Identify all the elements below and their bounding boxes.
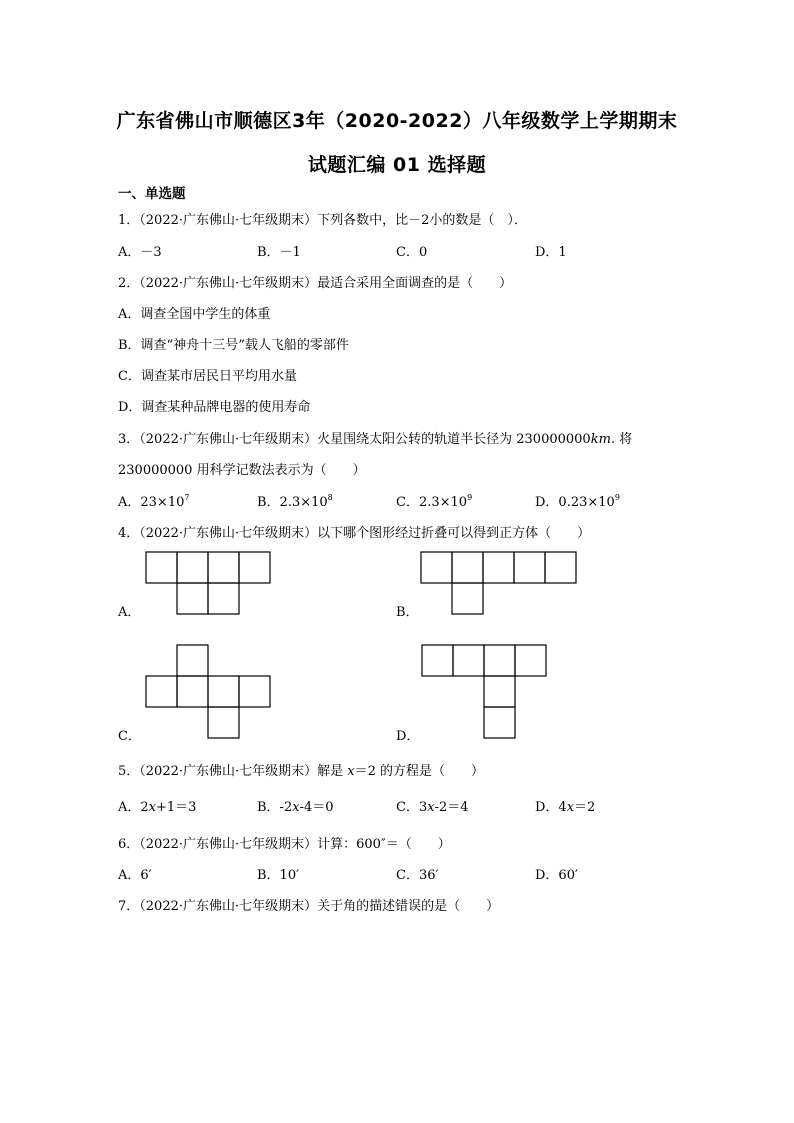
option-c-exponent: 9: [467, 493, 473, 502]
question-2-option-d: D．调查某种品牌电器的使用寿命: [118, 400, 311, 415]
option-a-base: A．23×10: [118, 495, 185, 510]
question-5-option-c: [396, 796, 469, 815]
option-a-var: x: [148, 800, 157, 815]
option-c-base: C．2.3×10: [396, 495, 468, 510]
question-3-option-d: [535, 491, 620, 510]
question-3-stem: [118, 428, 632, 447]
cube-net-c: [145, 644, 271, 739]
option-b-post: -4＝0: [299, 800, 334, 815]
question-1-option-d: D．1: [535, 245, 567, 260]
cube-net-a: [145, 551, 271, 615]
question-7-stem: 7．（2022·广东佛山·七年级期末）关于角的描述错误的是（ ）: [118, 899, 500, 914]
option-d-exponent: 9: [614, 493, 620, 502]
question-6-option-d: D．60′: [535, 868, 578, 883]
section-heading: 一、单选题: [118, 186, 186, 202]
option-a-pre: A．2: [118, 800, 149, 815]
option-c-var: x: [427, 800, 435, 815]
question-1-option-b: B．－1: [257, 245, 301, 260]
cube-net-b: [420, 551, 578, 615]
question-6-option-c: C．36′: [396, 868, 439, 883]
question-5-variable: x: [347, 764, 355, 779]
question-3-stem-tail: . 将: [610, 432, 633, 447]
question-3-option-b: [257, 491, 333, 510]
question-3-stem-line2: 230000000 用科学记数法表示为（ ）: [118, 463, 366, 478]
option-c-pre: C．3: [396, 800, 428, 815]
question-5-option-d: [535, 796, 595, 815]
question-2-stem: 2．（2022·广东佛山·七年级期末）最适合采用全面调查的是（ ）: [118, 276, 513, 291]
question-2-option-c: C．调查某市居民日平均用水量: [118, 369, 297, 384]
option-b-exponent: 8: [327, 493, 333, 502]
option-d-base: D．0.23×10: [535, 495, 615, 510]
question-6-stem: 6．（2022·广东佛山·七年级期末）计算：600″＝（ ）: [118, 837, 451, 852]
question-3-stem-text: 3．（2022·广东佛山·七年级期末）火星围绕太阳公转的轨道半长径为 230000000: [118, 432, 591, 447]
question-4-stem: 4．（2022·广东佛山·七年级期末）以下哪个图形经过折叠可以得到正方体（ ）: [118, 526, 591, 541]
option-d-var: x: [566, 800, 575, 815]
question-3-unit: km: [590, 432, 611, 447]
question-1-option-c: C．0: [396, 245, 428, 260]
option-d-pre: D．4: [535, 800, 567, 815]
cube-net-a-label: A．: [118, 605, 141, 620]
question-1-stem: 1．（2022·广东佛山·七年级期末）下列各数中，比－2小的数是（ ）．: [118, 213, 527, 228]
option-c-post: -2＝4: [434, 800, 469, 815]
question-5-stem: [118, 760, 484, 779]
document-title-line1: 广东省佛山市顺德区3年（2020-2022）八年级数学上学期期末: [116, 110, 678, 132]
cube-net-b-label: B．: [396, 605, 419, 620]
question-5-option-b: [257, 796, 334, 815]
question-3-option-c: [396, 491, 472, 510]
option-d-post: ＝2: [574, 800, 596, 815]
cube-net-d-label: D．: [396, 729, 420, 744]
question-2-option-a: A．调查全国中学生的体重: [118, 307, 271, 322]
question-5-stem-text: 5．（2022·广东佛山·七年级期末）解是: [118, 764, 348, 779]
question-6-option-b: B．10′: [257, 868, 300, 883]
question-5-stem-tail: ＝2 的方程是（ ）: [354, 764, 485, 779]
question-3-option-a: [118, 491, 189, 510]
document-title-line2: 试题汇编 01 选择题: [307, 154, 487, 176]
cube-net-d: [421, 644, 547, 739]
question-1-option-a: A．－3: [118, 245, 162, 260]
option-a-exponent: 7: [184, 493, 190, 502]
option-b-base: B．2.3×10: [257, 495, 328, 510]
option-b-var: x: [292, 800, 300, 815]
option-b-pre: B．-2: [257, 800, 293, 815]
question-2-option-b: B．调查“神舟十三号”载人飞船的零部件: [118, 338, 349, 353]
cube-net-c-label: C．: [118, 729, 141, 744]
question-5-option-a: [118, 796, 196, 815]
question-6-option-a: A．6′: [118, 868, 152, 883]
option-a-post: +1＝3: [156, 800, 197, 815]
